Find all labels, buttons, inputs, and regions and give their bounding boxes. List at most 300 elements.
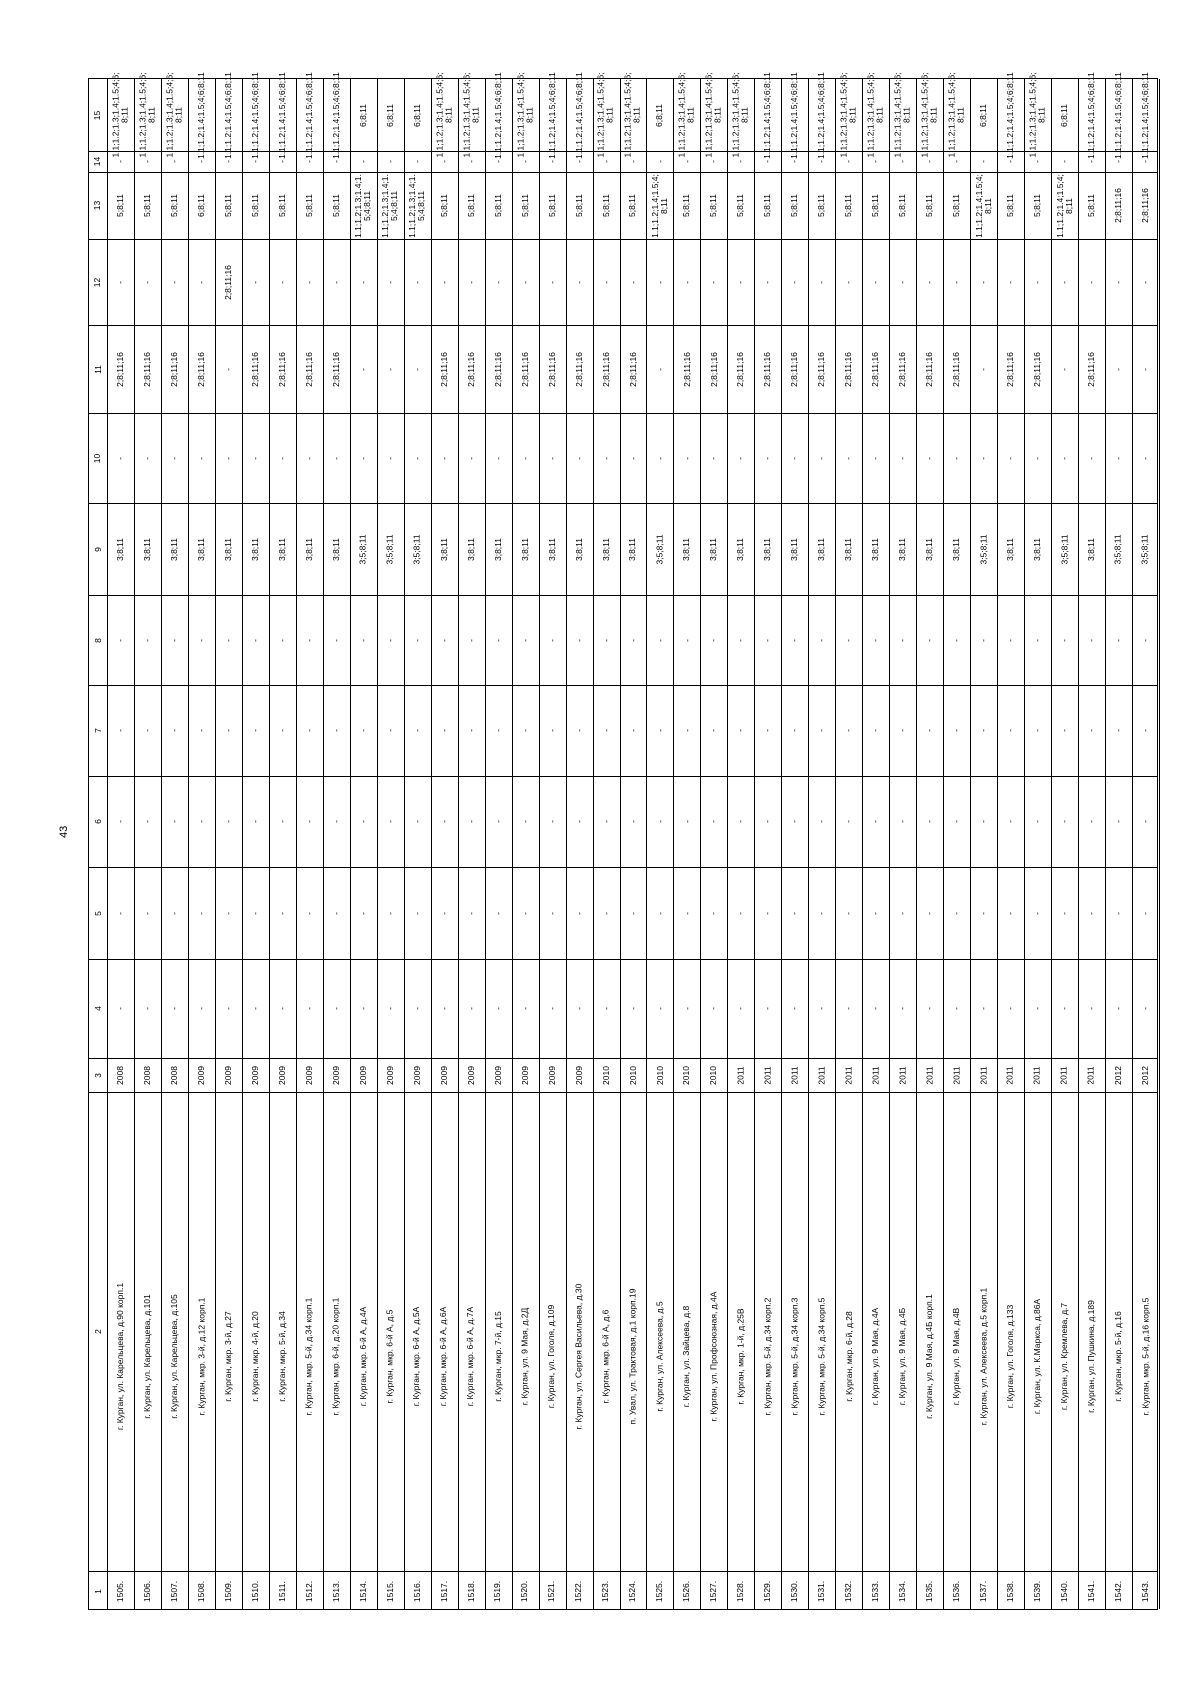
table-cell: [700, 1058, 727, 1092]
table-cell-text: -: [465, 638, 476, 642]
table-cell: [323, 959, 350, 1058]
table-cell-text: г. Курган, ул. К.Маркса, д.86А: [1032, 1298, 1043, 1415]
table-cell-text: -: [141, 160, 152, 163]
table-cell-text: 3;8;11: [465, 537, 476, 561]
table-cell-text: -: [141, 638, 152, 642]
table-cell-text: -: [438, 160, 449, 163]
table-cell-text: 5;8;11: [816, 193, 827, 218]
table-cell: [404, 172, 431, 239]
table-cell-text: -: [627, 280, 638, 284]
table-cell: [1105, 1571, 1132, 1611]
table-cell-text: -: [1113, 820, 1124, 823]
table-cell-text: -: [465, 820, 476, 823]
table-cell: [727, 867, 754, 959]
column-header-9: [89, 503, 107, 595]
table-cell-text: -: [411, 820, 422, 823]
column-header-7-text: 7: [92, 728, 103, 733]
table-cell-text: 5;8;11: [897, 193, 908, 218]
table-cell: [835, 413, 862, 503]
table-cell-text: -: [519, 638, 530, 642]
table-cell: [188, 503, 215, 595]
table-cell: [242, 959, 269, 1058]
table-cell-text: г. Курган, мкр. 3-й, д.12 корп.1: [195, 1297, 206, 1416]
table-cell-text: 5;8;11: [1032, 193, 1043, 218]
table-cell: [188, 172, 215, 239]
table-cell-text: -: [141, 729, 152, 732]
table-cell: [916, 867, 943, 959]
table-cell: [646, 776, 673, 867]
table-cell: [646, 503, 673, 595]
table-cell: [404, 867, 431, 959]
table-cell: [889, 239, 916, 325]
table-cell: [458, 867, 485, 959]
table-cell: [673, 1058, 700, 1092]
table-cell-text: г. Курган, мкр. 6-й А, д.4А: [357, 1306, 368, 1407]
table-cell: [727, 413, 754, 503]
table-cell: [862, 959, 889, 1058]
table-cell-text: -: [924, 160, 935, 163]
table-cell-text: -: [249, 729, 260, 732]
table-cell: [107, 1571, 134, 1611]
table-cell: [808, 959, 835, 1058]
table-cell-text: 2;8;11;16: [330, 351, 341, 387]
table-cell-text: 5;8;11: [1086, 193, 1097, 218]
table-cell-text: г. Курган, ул. 9 Мая, д.4Б: [897, 1307, 908, 1406]
table-cell: [485, 503, 512, 595]
table-cell-text: -: [924, 280, 935, 284]
table-cell-text: -: [789, 280, 800, 284]
table-cell-text: г. Курган, мкр. 5-й, д.34 корп.1: [303, 1297, 314, 1416]
table-cell: [296, 503, 323, 595]
table-cell-text: -: [546, 280, 557, 284]
table-cell: [943, 172, 970, 239]
table-cell: [808, 239, 835, 325]
table-cell: [862, 413, 889, 503]
table-cell: [431, 595, 458, 685]
table-cell-text: -: [870, 911, 881, 915]
table-cell-text: 1.1;1.2;1.4;1.5;4; 8;11: [649, 173, 669, 238]
table-cell: [835, 1092, 862, 1571]
table-cell-text: 2009: [438, 1065, 449, 1085]
table-cell-text: -: [681, 820, 692, 823]
table-cell: [1105, 685, 1132, 776]
table-cell-text: -: [600, 911, 611, 915]
table-cell-text: 2;8;11;16: [1086, 351, 1097, 387]
table-cell: [970, 503, 997, 595]
table-cell: [700, 239, 727, 325]
table-cell-text: -: [411, 911, 422, 915]
table-cell-text: -: [1005, 1007, 1016, 1010]
table-cell: [404, 413, 431, 503]
table-cell: [107, 595, 134, 685]
table-cell-text: 2011: [897, 1065, 908, 1085]
table-cell: [404, 1058, 431, 1092]
table-cell: [485, 413, 512, 503]
table-cell: [404, 79, 431, 151]
table-cell-text: -: [249, 280, 260, 284]
table-cell-text: -: [195, 160, 206, 163]
table-cell: [646, 595, 673, 685]
table-cell-text: -: [1059, 367, 1070, 371]
table-cell-text: -: [627, 1007, 638, 1010]
table-cell: [646, 413, 673, 503]
table-cell-text: 3;8;11: [681, 537, 692, 561]
table-cell-text: 1.1;1.2;1.3;1.4;1.5;4;6; 8;11: [892, 72, 912, 158]
table-cell: [269, 325, 296, 413]
table-cell: [1105, 413, 1132, 503]
table-cell: [458, 685, 485, 776]
table-cell-text: 1.1;1.2;1.3;1.4;1. 5;4;8;11: [380, 173, 400, 238]
table-cell-text: 1.1;1.2;1.4;1.5;4;6;8;11: [546, 71, 557, 159]
table-cell-text: 2;8;11;16: [519, 351, 530, 387]
table-cell: [646, 867, 673, 959]
table-cell-text: -: [573, 456, 584, 460]
table-cell: [323, 1571, 350, 1611]
table-cell-text: 5;8;11: [519, 193, 530, 218]
table-cell: [673, 413, 700, 503]
table-cell: [781, 1058, 808, 1092]
table-cell-text: -: [708, 456, 719, 460]
table-cell-text: 3;8;11: [492, 537, 503, 561]
table-cell-text: -: [816, 160, 827, 163]
table-cell-text: -: [330, 911, 341, 915]
table-cell-text: 3;8;11: [1032, 537, 1043, 561]
table-cell: [512, 172, 539, 239]
table-cell: [593, 1058, 620, 1092]
table-cell-text: 3;8;11: [519, 537, 530, 561]
table-cell-text: 3;8;11: [843, 537, 854, 561]
table-cell: [835, 172, 862, 239]
table-cell-text: -: [789, 820, 800, 823]
table-cell-text: -: [168, 160, 179, 163]
column-header-6: [89, 776, 107, 867]
table-cell-text: -: [249, 820, 260, 823]
table-cell: [323, 325, 350, 413]
table-cell-text: -: [1140, 280, 1150, 284]
table-cell-text: 5;8;11: [627, 193, 638, 218]
table-cell-text: -: [978, 367, 989, 371]
table-cell-text: -: [708, 1007, 719, 1010]
table-cell-text: -: [195, 280, 206, 284]
table-cell: [808, 71, 835, 159]
table-cell-text: 3;5;8;11: [384, 533, 395, 565]
table-cell-text: 3;8;11: [1005, 537, 1016, 561]
table-cell: [566, 413, 593, 503]
table-cell-text: -: [654, 911, 665, 915]
table-cell-text: 1.1;1.2;1.3;1.4;1.5;4;6; 8;11: [596, 72, 616, 158]
column-header-1-text: 1: [92, 1588, 103, 1594]
table-cell: [134, 776, 161, 867]
table-cell: [215, 685, 242, 776]
table-cell: [646, 151, 673, 172]
table-cell-text: -: [843, 1007, 854, 1010]
table-cell: [269, 959, 296, 1058]
table-cell-text: -: [627, 160, 638, 163]
table-cell-text: -: [222, 820, 233, 823]
table-cell: [269, 685, 296, 776]
table-cell: [512, 867, 539, 959]
table-cell-text: 2010: [708, 1065, 719, 1085]
table-cell-text: 1506.: [141, 1580, 152, 1602]
table-cell: [512, 72, 539, 158]
table-cell: [323, 867, 350, 959]
table-cell: [188, 1058, 215, 1092]
table-cell: [512, 325, 539, 413]
table-cell-text: 2009: [546, 1065, 557, 1085]
table-cell: [1105, 1058, 1132, 1092]
table-cell: [754, 959, 781, 1058]
table-cell-text: 1519.: [492, 1580, 503, 1602]
table-cell-text: -: [1032, 160, 1043, 163]
table-cell-text: -: [816, 729, 827, 732]
column-header-5-text: 5: [92, 910, 103, 916]
table-cell-text: -: [276, 820, 287, 823]
table-cell-text: 1517.: [438, 1580, 449, 1602]
table-cell: [970, 172, 997, 239]
table-cell-text: 2;8;11;16: [276, 351, 287, 387]
table-cell: [566, 776, 593, 867]
table-cell-text: -: [762, 911, 773, 915]
table-cell: [134, 413, 161, 503]
table-cell: [754, 867, 781, 959]
table-cell: [1132, 959, 1159, 1058]
table-cell: [350, 867, 377, 959]
table-cell-text: 1540.: [1059, 1580, 1070, 1602]
table-cell-text: 2011: [1005, 1065, 1016, 1085]
table-cell: [161, 959, 188, 1058]
table-cell-text: -: [357, 367, 368, 371]
table-cell-text: -: [654, 729, 665, 732]
table-cell: [323, 71, 350, 159]
table-cell-text: -: [870, 729, 881, 732]
table-cell-text: -: [1005, 820, 1016, 823]
table-cell-text: 1.1;1.2;1.4;1.5;4;6;8;11: [1140, 71, 1150, 159]
table-cell: [808, 325, 835, 413]
table-cell-text: 3;5;8;11: [357, 533, 368, 565]
table-cell-text: -: [465, 1007, 476, 1010]
table-cell-text: 5;8;11: [222, 193, 233, 218]
table-cell: [188, 595, 215, 685]
table-cell: [754, 1092, 781, 1571]
table-cell-text: 1.1;1.2;1.4;1.5;4;6;8;11: [249, 71, 260, 159]
table-cell: [242, 172, 269, 239]
table-cell: [889, 413, 916, 503]
table-cell-text: -: [735, 638, 746, 642]
table-cell: [350, 325, 377, 413]
table-cell: [404, 685, 431, 776]
table-cell: [700, 685, 727, 776]
table-cell: [566, 595, 593, 685]
column-header-11: [89, 325, 107, 413]
table-cell: [566, 1058, 593, 1092]
table-cell-text: г. Курган, ул. Пушкина, д.189: [1086, 1300, 1097, 1413]
table-cell-text: 1508.: [195, 1580, 206, 1602]
table-cell-text: -: [411, 1007, 422, 1010]
table-cell: [916, 1058, 943, 1092]
table-cell: [673, 776, 700, 867]
table-cell-text: -: [1113, 367, 1124, 371]
table-cell: [296, 776, 323, 867]
table-cell: [161, 413, 188, 503]
table-cell: [1051, 685, 1078, 776]
table-cell-text: -: [897, 911, 908, 915]
table-cell: [296, 1058, 323, 1092]
table-cell: [862, 239, 889, 325]
table-cell: [1132, 867, 1159, 959]
table-cell: [269, 595, 296, 685]
table-cell-text: 1.1;1.2;1.3;1.4;1.5;4;6; 8;11: [946, 72, 966, 158]
table-cell-text: 1.1;1.2;1.3;1.4;1.5;4;6; 8;11: [461, 72, 481, 158]
table-cell: [512, 1571, 539, 1611]
table-cell-text: 1.1;1.2;1.3;1.4;1.5;4;6; 8;11: [1027, 72, 1047, 158]
table-cell: [673, 72, 700, 158]
table-cell: [377, 959, 404, 1058]
table-cell: [161, 1092, 188, 1571]
table-cell-text: -: [951, 820, 962, 823]
table-cell: [781, 595, 808, 685]
table-cell-text: -: [465, 911, 476, 915]
table-cell: [781, 71, 808, 159]
table-cell-text: г. Курган, ул. Алексеева, д.5 корп.1: [978, 1287, 989, 1426]
table-cell-text: г. Курган, ул. Карельцева, д.105: [168, 1294, 179, 1419]
table-cell-text: -: [735, 280, 746, 284]
table-cell-text: г. Курган, мкр. 5-й, д.34 корп.3: [789, 1297, 800, 1416]
table-cell-text: 5;8;11: [114, 193, 125, 218]
table-cell: [296, 595, 323, 685]
table-cell: [835, 325, 862, 413]
table-cell-text: 2011: [978, 1065, 989, 1085]
table-cell: [754, 595, 781, 685]
table-cell: [107, 776, 134, 867]
table-cell-text: г. Курган, ул. Профсоюзная, д.4А: [708, 1291, 719, 1422]
table-cell: [350, 1092, 377, 1571]
table-cell: [593, 72, 620, 158]
table-cell-text: -: [816, 820, 827, 823]
table-cell-text: 2;8;11;16: [1032, 351, 1043, 387]
table-cell-text: г. Курган, мкр. 7-й, д.15: [492, 1311, 503, 1402]
table-cell: [997, 685, 1024, 776]
table-cell: [323, 685, 350, 776]
table-cell-text: -: [384, 1007, 395, 1010]
table-cell-text: -: [843, 911, 854, 915]
table-cell: [970, 685, 997, 776]
table-cell: [808, 685, 835, 776]
table-cell: [620, 685, 647, 776]
table-cell: [970, 325, 997, 413]
table-cell: [970, 1571, 997, 1611]
table-cell: [1051, 1092, 1078, 1571]
table-cell-text: 2;8;11;16: [843, 351, 854, 387]
table-cell: [1051, 1571, 1078, 1611]
table-cell: [754, 172, 781, 239]
table-cell-text: 3;8;11: [114, 537, 125, 561]
table-cell-text: -: [249, 638, 260, 642]
table-cell: [431, 72, 458, 158]
table-cell: [431, 239, 458, 325]
table-cell-text: 1.1;1.2;1.4;1.5;4; 8;11: [973, 173, 993, 238]
table-cell-text: -: [519, 456, 530, 460]
table-cell-text: -: [465, 729, 476, 732]
table-cell: [808, 1058, 835, 1092]
table-cell-text: 1539.: [1032, 1580, 1043, 1602]
table-cell: [242, 325, 269, 413]
table-cell-text: -: [897, 729, 908, 732]
table-cell-text: -: [1005, 456, 1016, 460]
table-cell-text: -: [654, 1007, 665, 1010]
table-cell-text: -: [951, 456, 962, 460]
table-cell-text: -: [735, 456, 746, 460]
table-cell-text: -: [168, 638, 179, 642]
table-cell-text: 2;8;11;16: [762, 351, 773, 387]
table-cell-text: 1.1;1.2;1.3;1.4;1.5;4;6; 8;11: [865, 72, 885, 158]
table-cell-text: 1.1;1.2;1.3;1.4;1.5;4;6; 8;11: [676, 72, 696, 158]
table-cell-text: 1534.: [897, 1580, 908, 1602]
table-cell: [620, 959, 647, 1058]
table-cell-text: -: [276, 729, 287, 732]
table-cell-text: -: [330, 638, 341, 642]
table-cell: [1132, 325, 1159, 413]
table-cell: [107, 172, 134, 239]
table-cell: [296, 239, 323, 325]
table-cell: [1024, 685, 1051, 776]
table-cell-text: 3;8;11: [870, 537, 881, 561]
table-cell-text: 1523.: [600, 1580, 611, 1602]
table-cell: [754, 776, 781, 867]
table-cell: [673, 503, 700, 595]
table-cell-text: -: [978, 1007, 989, 1010]
table-cell: [620, 325, 647, 413]
table-cell: [377, 172, 404, 239]
table-cell-text: 6;8;11: [357, 103, 368, 127]
table-cell: [754, 1058, 781, 1092]
table-cell: [296, 867, 323, 959]
table-cell-text: 2;8;11;16: [465, 351, 476, 387]
table-cell-text: -: [789, 1007, 800, 1010]
table-cell: [377, 1571, 404, 1611]
table-cell: [134, 172, 161, 239]
table-cell-text: -: [438, 729, 449, 732]
table-cell-text: -: [681, 160, 692, 163]
table-cell: [889, 959, 916, 1058]
table-cell-text: 1527.: [708, 1580, 719, 1602]
table-cell-text: 2;8;11;16: [195, 351, 206, 387]
table-cell: [673, 685, 700, 776]
table-cell-text: 3;8;11: [735, 537, 746, 561]
column-header-3: [89, 1058, 107, 1092]
table-cell: [727, 72, 754, 158]
table-cell-text: 2;8;11;16: [600, 351, 611, 387]
table-cell-text: 1515.: [384, 1580, 395, 1602]
table-cell-text: -: [114, 280, 125, 284]
table-cell-text: г. Курган, мкр. 6-й А, д.6: [600, 1309, 611, 1404]
table-cell: [1105, 503, 1132, 595]
table-cell: [889, 72, 916, 158]
table-cell: [458, 325, 485, 413]
table-cell-text: 3;5;8;11: [654, 533, 665, 565]
data-table: [88, 71, 1158, 1610]
table-cell: [1024, 776, 1051, 867]
table-cell: [377, 685, 404, 776]
table-cell-text: -: [816, 280, 827, 284]
table-cell-text: -: [735, 911, 746, 915]
table-cell: [323, 1092, 350, 1571]
table-cell-text: -: [654, 456, 665, 460]
table-cell: [458, 1058, 485, 1092]
table-cell: [620, 1571, 647, 1611]
table-cell: [862, 867, 889, 959]
table-cell-text: 2008: [141, 1065, 152, 1085]
table-cell-text: -: [951, 911, 962, 915]
